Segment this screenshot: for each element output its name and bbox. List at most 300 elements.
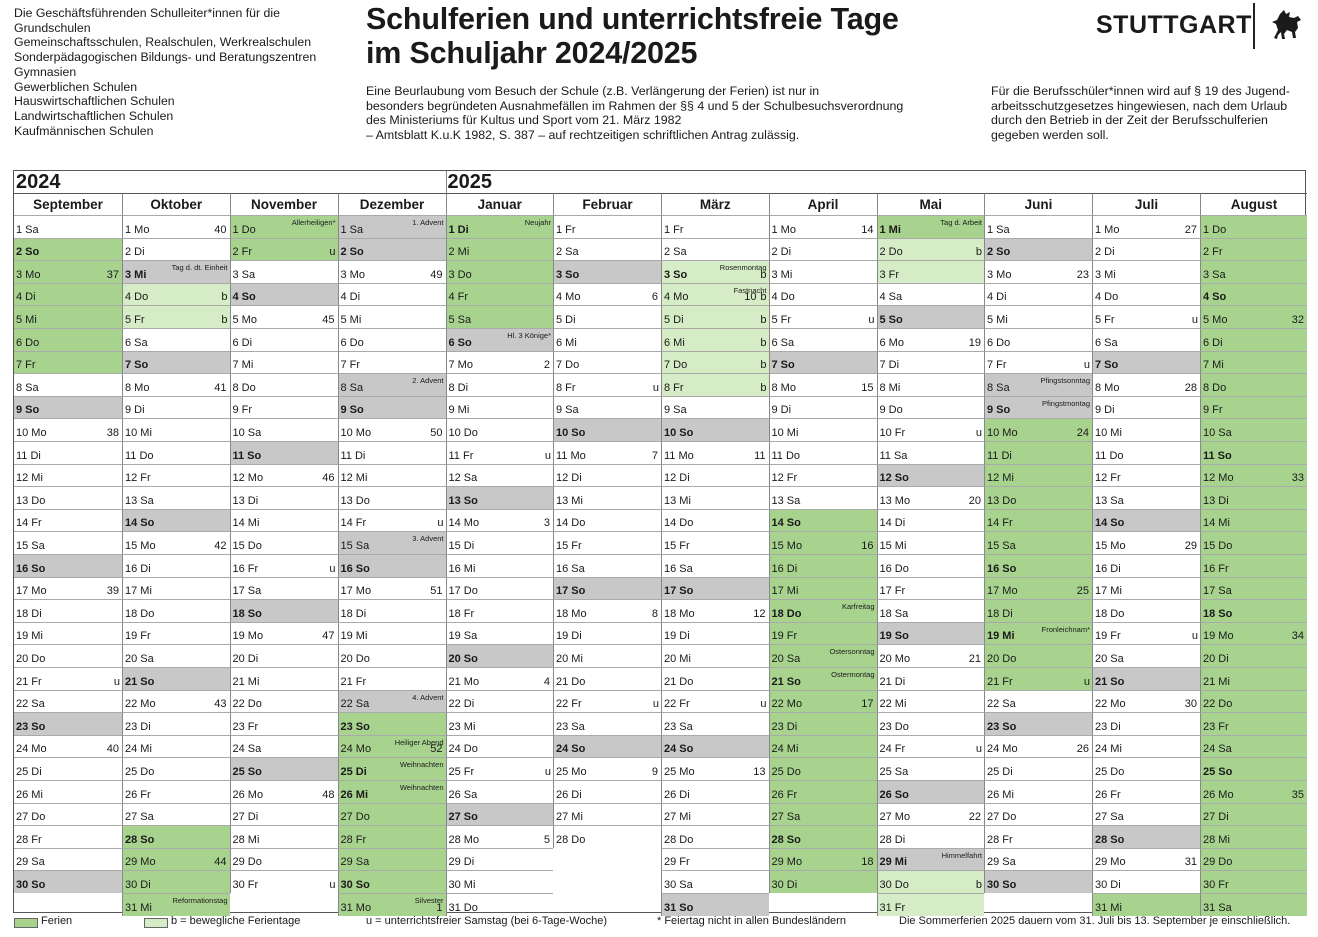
day-label: 30 So <box>987 878 1017 891</box>
day-label: 21 Do <box>556 675 586 688</box>
day-cell <box>877 757 985 780</box>
day-label: 7 Fr <box>340 359 361 372</box>
day-label: 9 Fr <box>232 404 253 417</box>
day-cell <box>446 848 554 871</box>
week-number: 33 <box>1291 472 1304 485</box>
day-label: 8 Mi <box>879 381 901 394</box>
day-cell <box>769 305 877 328</box>
holiday-label: Pfingstsonntag <box>1040 376 1090 386</box>
day-cell <box>769 780 877 803</box>
day-label: 2 Sa <box>556 246 579 259</box>
day-label: 25 Sa <box>879 765 909 778</box>
day-cell <box>769 577 877 600</box>
day-cell <box>122 351 230 374</box>
day-label: 10 Mo <box>16 426 47 439</box>
day-cell <box>984 690 1092 713</box>
week-number: 7 <box>651 449 658 462</box>
week-number: 11 <box>754 449 766 462</box>
day-label: 31 Sa <box>1203 901 1232 914</box>
day-marker: u <box>868 313 875 326</box>
day-cell <box>122 418 230 441</box>
day-cell <box>877 260 985 283</box>
day-label: 21 Mo <box>448 675 480 688</box>
day-label: 21 Mi <box>1203 675 1230 688</box>
logo-divider <box>1253 3 1255 49</box>
day-cell <box>338 305 446 328</box>
day-cell <box>553 305 661 328</box>
day-cell <box>877 509 985 532</box>
day-label: 2 Mi <box>448 246 470 259</box>
day-label: 13 Mo <box>879 494 911 507</box>
day-label: 16 Mi <box>448 562 476 575</box>
day-label: 19 Fr <box>771 630 798 643</box>
day-label: 16 Sa <box>556 562 585 575</box>
day-label: 17 Mi <box>771 585 799 598</box>
day-marker: u <box>437 517 444 530</box>
day-label: 21 Fr <box>340 675 367 688</box>
week-number: 26 <box>1076 743 1089 756</box>
day-label: 7 So <box>771 359 795 372</box>
day-label: 3 Mo <box>340 268 365 281</box>
day-cell <box>661 396 769 419</box>
month-header: Oktober <box>122 193 230 215</box>
day-marker: u <box>544 449 551 462</box>
day-label: 30 Do <box>879 878 909 891</box>
day-cell <box>661 328 769 351</box>
day-label: 3 Mi <box>771 268 793 281</box>
day-label: 1 Di <box>448 223 469 236</box>
week-number: 9 <box>651 765 658 778</box>
day-label: 17 Mo <box>987 585 1018 598</box>
day-cell <box>661 644 769 667</box>
day-label: 4 Do <box>125 291 149 304</box>
month-header: August <box>1200 193 1307 215</box>
day-label: 3 So <box>556 268 580 281</box>
day-cell <box>661 870 769 893</box>
day-cell <box>14 667 122 690</box>
day-marker: b <box>760 291 767 304</box>
day-cell <box>446 509 554 532</box>
day-cell <box>984 351 1092 374</box>
day-cell <box>553 351 661 374</box>
day-label: 18 Do <box>771 607 802 620</box>
week-number: 49 <box>430 268 443 281</box>
day-cell <box>446 554 554 577</box>
week-number: 16 <box>861 539 874 552</box>
left_lines-line: Hauswirtschaftlichen Schulen <box>14 94 175 109</box>
day-label: 26 Fr <box>771 788 798 801</box>
day-cell <box>877 464 985 487</box>
day-label: 12 So <box>879 472 909 485</box>
day-cell <box>1092 712 1200 735</box>
day-cell <box>14 848 122 871</box>
day-label: 11 Di <box>340 449 366 462</box>
day-cell <box>14 622 122 645</box>
day-label: 8 Mo <box>125 381 150 394</box>
day-cell <box>446 757 554 780</box>
week-number: 25 <box>1076 585 1089 598</box>
day-label: 5 Sa <box>448 313 472 326</box>
day-cell <box>661 780 769 803</box>
day-label: 10 Sa <box>1203 426 1232 439</box>
day-label: 6 Do <box>987 336 1011 349</box>
day-label: 18 So <box>232 607 262 620</box>
day-cell <box>230 531 338 554</box>
day-cell <box>446 825 554 848</box>
day-cell <box>1092 690 1200 713</box>
day-label: 11 So <box>1203 449 1232 462</box>
day-label: 5 Mi <box>16 313 37 326</box>
day-label: 18 Di <box>340 607 367 620</box>
day-cell <box>661 351 769 374</box>
day-label: 6 Do <box>340 336 364 349</box>
day-label: 22 Sa <box>340 698 370 711</box>
day-label: 20 So <box>448 652 478 665</box>
day-label: 24 Do <box>448 743 478 756</box>
day-label: 21 Do <box>664 675 694 688</box>
week-number: 40 <box>106 743 119 756</box>
day-cell <box>877 441 985 464</box>
day-cell <box>984 667 1092 690</box>
day-label: 28 Mi <box>232 833 260 846</box>
day-label: 2 Fr <box>1203 246 1223 259</box>
week-number: 22 <box>968 811 981 824</box>
day-label: 10 Mo <box>340 426 372 439</box>
day-cell <box>769 599 877 622</box>
day-cell <box>230 328 338 351</box>
day-cell <box>553 418 661 441</box>
day-cell <box>338 396 446 419</box>
day-cell <box>338 825 446 848</box>
day-cell <box>1200 351 1307 374</box>
day-cell <box>122 622 230 645</box>
day-label: 18 Mo <box>664 607 695 620</box>
day-label: 8 Fr <box>664 381 684 394</box>
day-cell <box>769 486 877 509</box>
day-label: 3 Fr <box>879 268 900 281</box>
day-label: 20 Mi <box>556 652 583 665</box>
day-label: 5 So <box>879 313 903 326</box>
day-cell <box>1092 373 1200 396</box>
day-label: 24 So <box>664 743 694 756</box>
day-cell <box>446 418 554 441</box>
day-label: 19 Mi <box>987 630 1015 643</box>
day-cell <box>230 238 338 261</box>
day-cell <box>877 825 985 848</box>
day-cell <box>338 803 446 826</box>
day-label: 11 Sa <box>879 449 908 462</box>
day-cell <box>1092 351 1200 374</box>
day-cell <box>984 396 1092 419</box>
day-cell <box>769 757 877 780</box>
day-cell <box>553 373 661 396</box>
day-cell <box>769 667 877 690</box>
day-cell <box>122 667 230 690</box>
day-cell <box>984 599 1092 622</box>
day-label: 25 Do <box>125 765 155 778</box>
day-cell <box>446 803 554 826</box>
week-number: 6 <box>651 291 658 304</box>
day-label: 15 Do <box>1203 539 1233 552</box>
day-cell <box>984 260 1092 283</box>
day-label: 16 Fr <box>232 562 259 575</box>
day-label: 13 So <box>448 494 478 507</box>
day-cell <box>553 803 661 826</box>
day-marker: b <box>760 268 767 281</box>
day-label: 29 Mi <box>879 856 908 869</box>
day-label: 15 Sa <box>987 539 1016 552</box>
day-cell <box>1200 735 1307 758</box>
day-cell <box>1200 622 1307 645</box>
day-label: 6 Do <box>16 336 40 349</box>
day-cell <box>1092 577 1200 600</box>
day-cell <box>984 305 1092 328</box>
day-label: 27 Mi <box>556 811 583 824</box>
day-label: 25 Di <box>340 765 367 778</box>
right_lines-line: arbeitsschutzgesetzes hingewiesen, nach dem Urlaub <box>991 98 1288 113</box>
day-label: 19 Sa <box>448 630 478 643</box>
intro_lines-line: des Ministeriums für Kultus und Sport vom 21. März 1982 <box>366 113 682 127</box>
day-cell <box>338 757 446 780</box>
day-cell <box>338 712 446 735</box>
day-cell <box>230 509 338 532</box>
day-cell <box>1200 283 1307 306</box>
berufsschul-note <box>991 84 1311 142</box>
week-number: 39 <box>106 585 119 598</box>
day-cell <box>14 780 122 803</box>
day-cell <box>338 441 446 464</box>
day-cell <box>122 238 230 261</box>
day-label: 15 Fr <box>556 539 582 552</box>
day-cell <box>230 464 338 487</box>
day-cell <box>553 644 661 667</box>
day-label: 9 Sa <box>664 404 687 417</box>
day-cell <box>14 464 122 487</box>
day-label: 25 Fr <box>448 765 475 778</box>
holiday-label: Fronleichnam* <box>1041 624 1090 634</box>
day-label: 23 So <box>16 720 46 733</box>
day-cell <box>877 283 985 306</box>
stuttgart-logo: STUTTGART <box>1096 11 1252 39</box>
day-label: 27 Do <box>16 811 46 824</box>
day-label: 28 Mi <box>1203 833 1230 846</box>
day-cell <box>446 441 554 464</box>
day-cell <box>661 667 769 690</box>
day-cell <box>122 441 230 464</box>
day-label: 4 Do <box>771 291 795 304</box>
day-label: 12 Fr <box>771 472 798 485</box>
week-number: 40 <box>214 223 227 236</box>
day-label: 12 Mo <box>1203 472 1234 485</box>
legend-samstag: u = unterrichtsfreier Samstag (bei 6-Tage-Woche) <box>366 915 607 927</box>
day-label: 30 Fr <box>1203 878 1229 891</box>
day-label: 24 So <box>556 743 586 756</box>
day-cell <box>230 735 338 758</box>
day-marker: u <box>1083 675 1090 688</box>
week-number: 32 <box>1291 313 1304 326</box>
day-label: 19 So <box>879 630 909 643</box>
day-label: 11 Do <box>771 449 801 462</box>
day-cell <box>769 464 877 487</box>
day-label: 28 Do <box>664 833 694 846</box>
day-label: 31 Mo <box>340 901 372 914</box>
day-label: 20 Di <box>1203 652 1229 665</box>
day-marker: u <box>329 562 336 575</box>
day-cell <box>230 622 338 645</box>
day-label: 13 Sa <box>125 494 154 507</box>
day-cell <box>1092 644 1200 667</box>
day-cell <box>1092 509 1200 532</box>
day-marker: u <box>975 426 982 439</box>
day-label: 4 Fr <box>448 291 469 304</box>
day-cell <box>1200 757 1307 780</box>
day-label: 13 Di <box>1203 494 1229 507</box>
day-cell <box>877 644 985 667</box>
day-label: 20 Di <box>232 652 259 665</box>
day-cell <box>769 215 877 238</box>
day-label: 30 So <box>340 878 370 891</box>
day-label: 6 Mi <box>556 336 577 349</box>
day-marker: b <box>760 313 767 326</box>
day-label: 15 Mo <box>125 539 156 552</box>
day-cell <box>1092 622 1200 645</box>
week-number: 4 <box>543 675 550 688</box>
day-label: 29 Di <box>448 856 475 869</box>
day-label: 28 Fr <box>16 833 42 846</box>
day-marker: u <box>652 698 659 711</box>
day-label: 21 So <box>771 675 801 688</box>
week-number: 29 <box>1184 539 1197 552</box>
week-number: 14 <box>861 223 874 236</box>
day-cell <box>1092 215 1200 238</box>
day-label: 5 Mi <box>987 313 1008 326</box>
day-cell <box>553 215 661 238</box>
day-label: 22 Sa <box>987 698 1016 711</box>
day-label: 26 Mo <box>232 788 264 801</box>
intro-text <box>366 84 966 142</box>
day-cell <box>338 690 446 713</box>
day-label: 28 Fr <box>340 833 367 846</box>
week-number: 31 <box>1184 856 1197 869</box>
day-cell <box>446 531 554 554</box>
day-cell <box>14 418 122 441</box>
day-cell <box>769 373 877 396</box>
day-label: 14 So <box>1095 517 1125 530</box>
day-label: 22 Mo <box>771 698 803 711</box>
day-label: 6 So <box>448 336 472 349</box>
day-cell <box>122 644 230 667</box>
day-label: 26 Fr <box>1095 788 1121 801</box>
day-cell <box>122 396 230 419</box>
day-label: 25 Mo <box>664 765 695 778</box>
day-label: 27 Sa <box>1095 811 1124 824</box>
horse-icon <box>1268 8 1304 42</box>
day-cell <box>661 464 769 487</box>
day-label: 13 Do <box>340 494 370 507</box>
day-label: 9 Di <box>125 404 145 417</box>
day-cell <box>1092 396 1200 419</box>
day-cell <box>14 260 122 283</box>
day-cell <box>553 825 661 848</box>
day-cell <box>230 690 338 713</box>
day-label: 24 Mo <box>987 743 1018 756</box>
day-cell <box>338 418 446 441</box>
week-number: 43 <box>214 698 227 711</box>
day-cell <box>1092 441 1200 464</box>
day-label: 2 Di <box>125 246 145 259</box>
day-cell <box>446 893 554 916</box>
day-cell <box>446 260 554 283</box>
day-label: 16 Fr <box>1203 562 1229 575</box>
day-label: 26 Fr <box>125 788 151 801</box>
day-label: 23 So <box>340 720 370 733</box>
day-cell <box>230 825 338 848</box>
day-label: 21 Fr <box>16 675 42 688</box>
left_lines-line: Landwirtschaftlichen Schulen <box>14 108 174 123</box>
day-label: 5 Di <box>664 313 684 326</box>
day-label: 20 Do <box>340 652 370 665</box>
month-header: Mai <box>877 193 985 215</box>
week-number: 37 <box>106 268 119 281</box>
day-label: 3 Mi <box>125 268 147 281</box>
week-number: 41 <box>214 381 227 394</box>
day-label: 9 So <box>340 404 364 417</box>
day-cell <box>122 780 230 803</box>
week-number: 24 <box>1076 426 1089 439</box>
day-cell <box>338 464 446 487</box>
day-cell <box>1200 848 1307 871</box>
day-marker: b <box>221 313 228 326</box>
day-cell <box>14 441 122 464</box>
day-cell <box>1200 870 1307 893</box>
day-label: 17 Mi <box>125 585 152 598</box>
month-header: September <box>14 193 122 215</box>
day-label: 12 Mi <box>987 472 1014 485</box>
day-cell <box>446 486 554 509</box>
day-cell <box>122 260 230 283</box>
day-label: 7 So <box>125 359 149 372</box>
day-cell <box>230 486 338 509</box>
day-label: 21 Mi <box>232 675 260 688</box>
day-cell <box>338 554 446 577</box>
day-cell <box>877 735 985 758</box>
day-label: 2 So <box>340 246 364 259</box>
day-cell <box>1200 825 1307 848</box>
day-cell <box>661 735 769 758</box>
day-cell <box>1200 464 1307 487</box>
day-cell <box>661 893 769 916</box>
day-label: 24 Mo <box>340 743 372 756</box>
day-cell <box>338 599 446 622</box>
day-cell <box>14 373 122 396</box>
day-label: 13 Sa <box>771 494 801 507</box>
day-cell <box>661 260 769 283</box>
day-cell <box>1092 283 1200 306</box>
day-label: 28 So <box>771 833 801 846</box>
day-label: 6 Di <box>1203 336 1223 349</box>
day-label: 1 Fr <box>664 223 684 236</box>
day-cell <box>14 644 122 667</box>
day-label: 4 Di <box>16 291 36 304</box>
day-label: 26 Mi <box>340 788 369 801</box>
day-cell <box>1200 667 1307 690</box>
day-cell <box>14 396 122 419</box>
day-cell <box>14 690 122 713</box>
day-cell <box>984 780 1092 803</box>
day-cell <box>877 328 985 351</box>
day-cell <box>14 351 122 374</box>
holiday-label: Fastnacht <box>733 285 767 295</box>
